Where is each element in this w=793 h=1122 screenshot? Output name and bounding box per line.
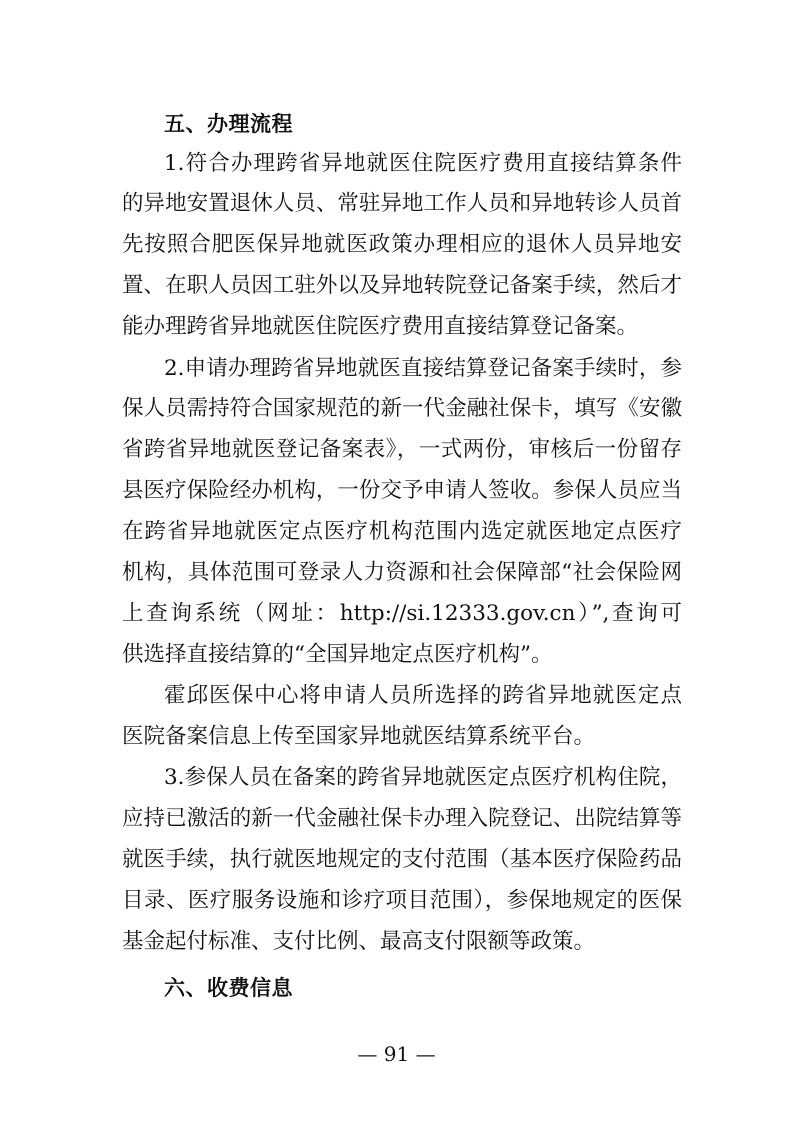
section-heading-fees: 六、收费信息 xyxy=(164,976,293,1000)
paragraph-1-line-4: 置、在职人员因工驻外以及异地转院登记备案手续，然后才 xyxy=(122,273,682,298)
paragraph-2-line-6: 机构，具体范围可登录人力资源和社会保障部“社会保险网 xyxy=(122,560,682,585)
paragraph-2-line-5: 在跨省异地就医定点医疗机构范围内选定就医地定点医疗 xyxy=(122,519,682,544)
paragraph-1-line-1: 1.符合办理跨省异地就医住院医疗费用直接结算条件 xyxy=(164,151,682,176)
paragraph-3-line-1: 霍邱医保中心将申请人员所选择的跨省异地就医定点 xyxy=(164,683,682,708)
paragraph-4-line-4: 目录、医疗服务设施和诊疗项目范围），参保地规定的医保 xyxy=(122,888,682,913)
paragraph-1-line-3: 先按照合肥医保异地就医政策办理相应的退休人员异地安 xyxy=(122,232,682,257)
paragraph-2-line-7: 上查询系统（网址：http://si.12333.gov.cn）”,查询可 xyxy=(122,601,682,626)
paragraph-1-line-5: 能办理跨省异地就医住院医疗费用直接结算登记备案。 xyxy=(122,314,639,339)
paragraph-4-line-3: 就医手续，执行就医地规定的支付范围（基本医疗保险药品 xyxy=(122,847,682,872)
paragraph-4-line-5: 基金起付标准、支付比例、最高支付限额等政策。 xyxy=(122,929,596,954)
paragraph-1-line-2: 的异地安置退休人员、常驻异地工作人员和异地转诊人员首 xyxy=(122,191,682,216)
section-heading-procedure: 五、办理流程 xyxy=(164,112,293,136)
paragraph-2-line-8: 供选择直接结算的“全国异地定点医疗机构”。 xyxy=(122,642,553,667)
paragraph-4-line-1: 3.参保人员在备案的跨省异地就医定点医疗机构住院， xyxy=(164,765,682,790)
paragraph-2-line-2: 保人员需持符合国家规范的新一代金融社保卡，填写《安徽 xyxy=(122,396,682,421)
paragraph-4-line-2: 应持已激活的新一代金融社保卡办理入院登记、出院结算等 xyxy=(122,806,682,831)
paragraph-2-line-4: 县医疗保险经办机构，一份交予申请人签收。参保人员应当 xyxy=(122,478,682,503)
paragraph-2-line-3: 省跨省异地就医登记备案表》，一式两份，审核后一份留存 xyxy=(122,437,682,462)
page-number: — 91 — xyxy=(357,1042,436,1066)
paragraph-3-line-2: 医院备案信息上传至国家异地就医结算系统平台。 xyxy=(122,724,596,749)
paragraph-2-line-1: 2.申请办理跨省异地就医直接结算登记备案手续时，参 xyxy=(164,356,682,381)
